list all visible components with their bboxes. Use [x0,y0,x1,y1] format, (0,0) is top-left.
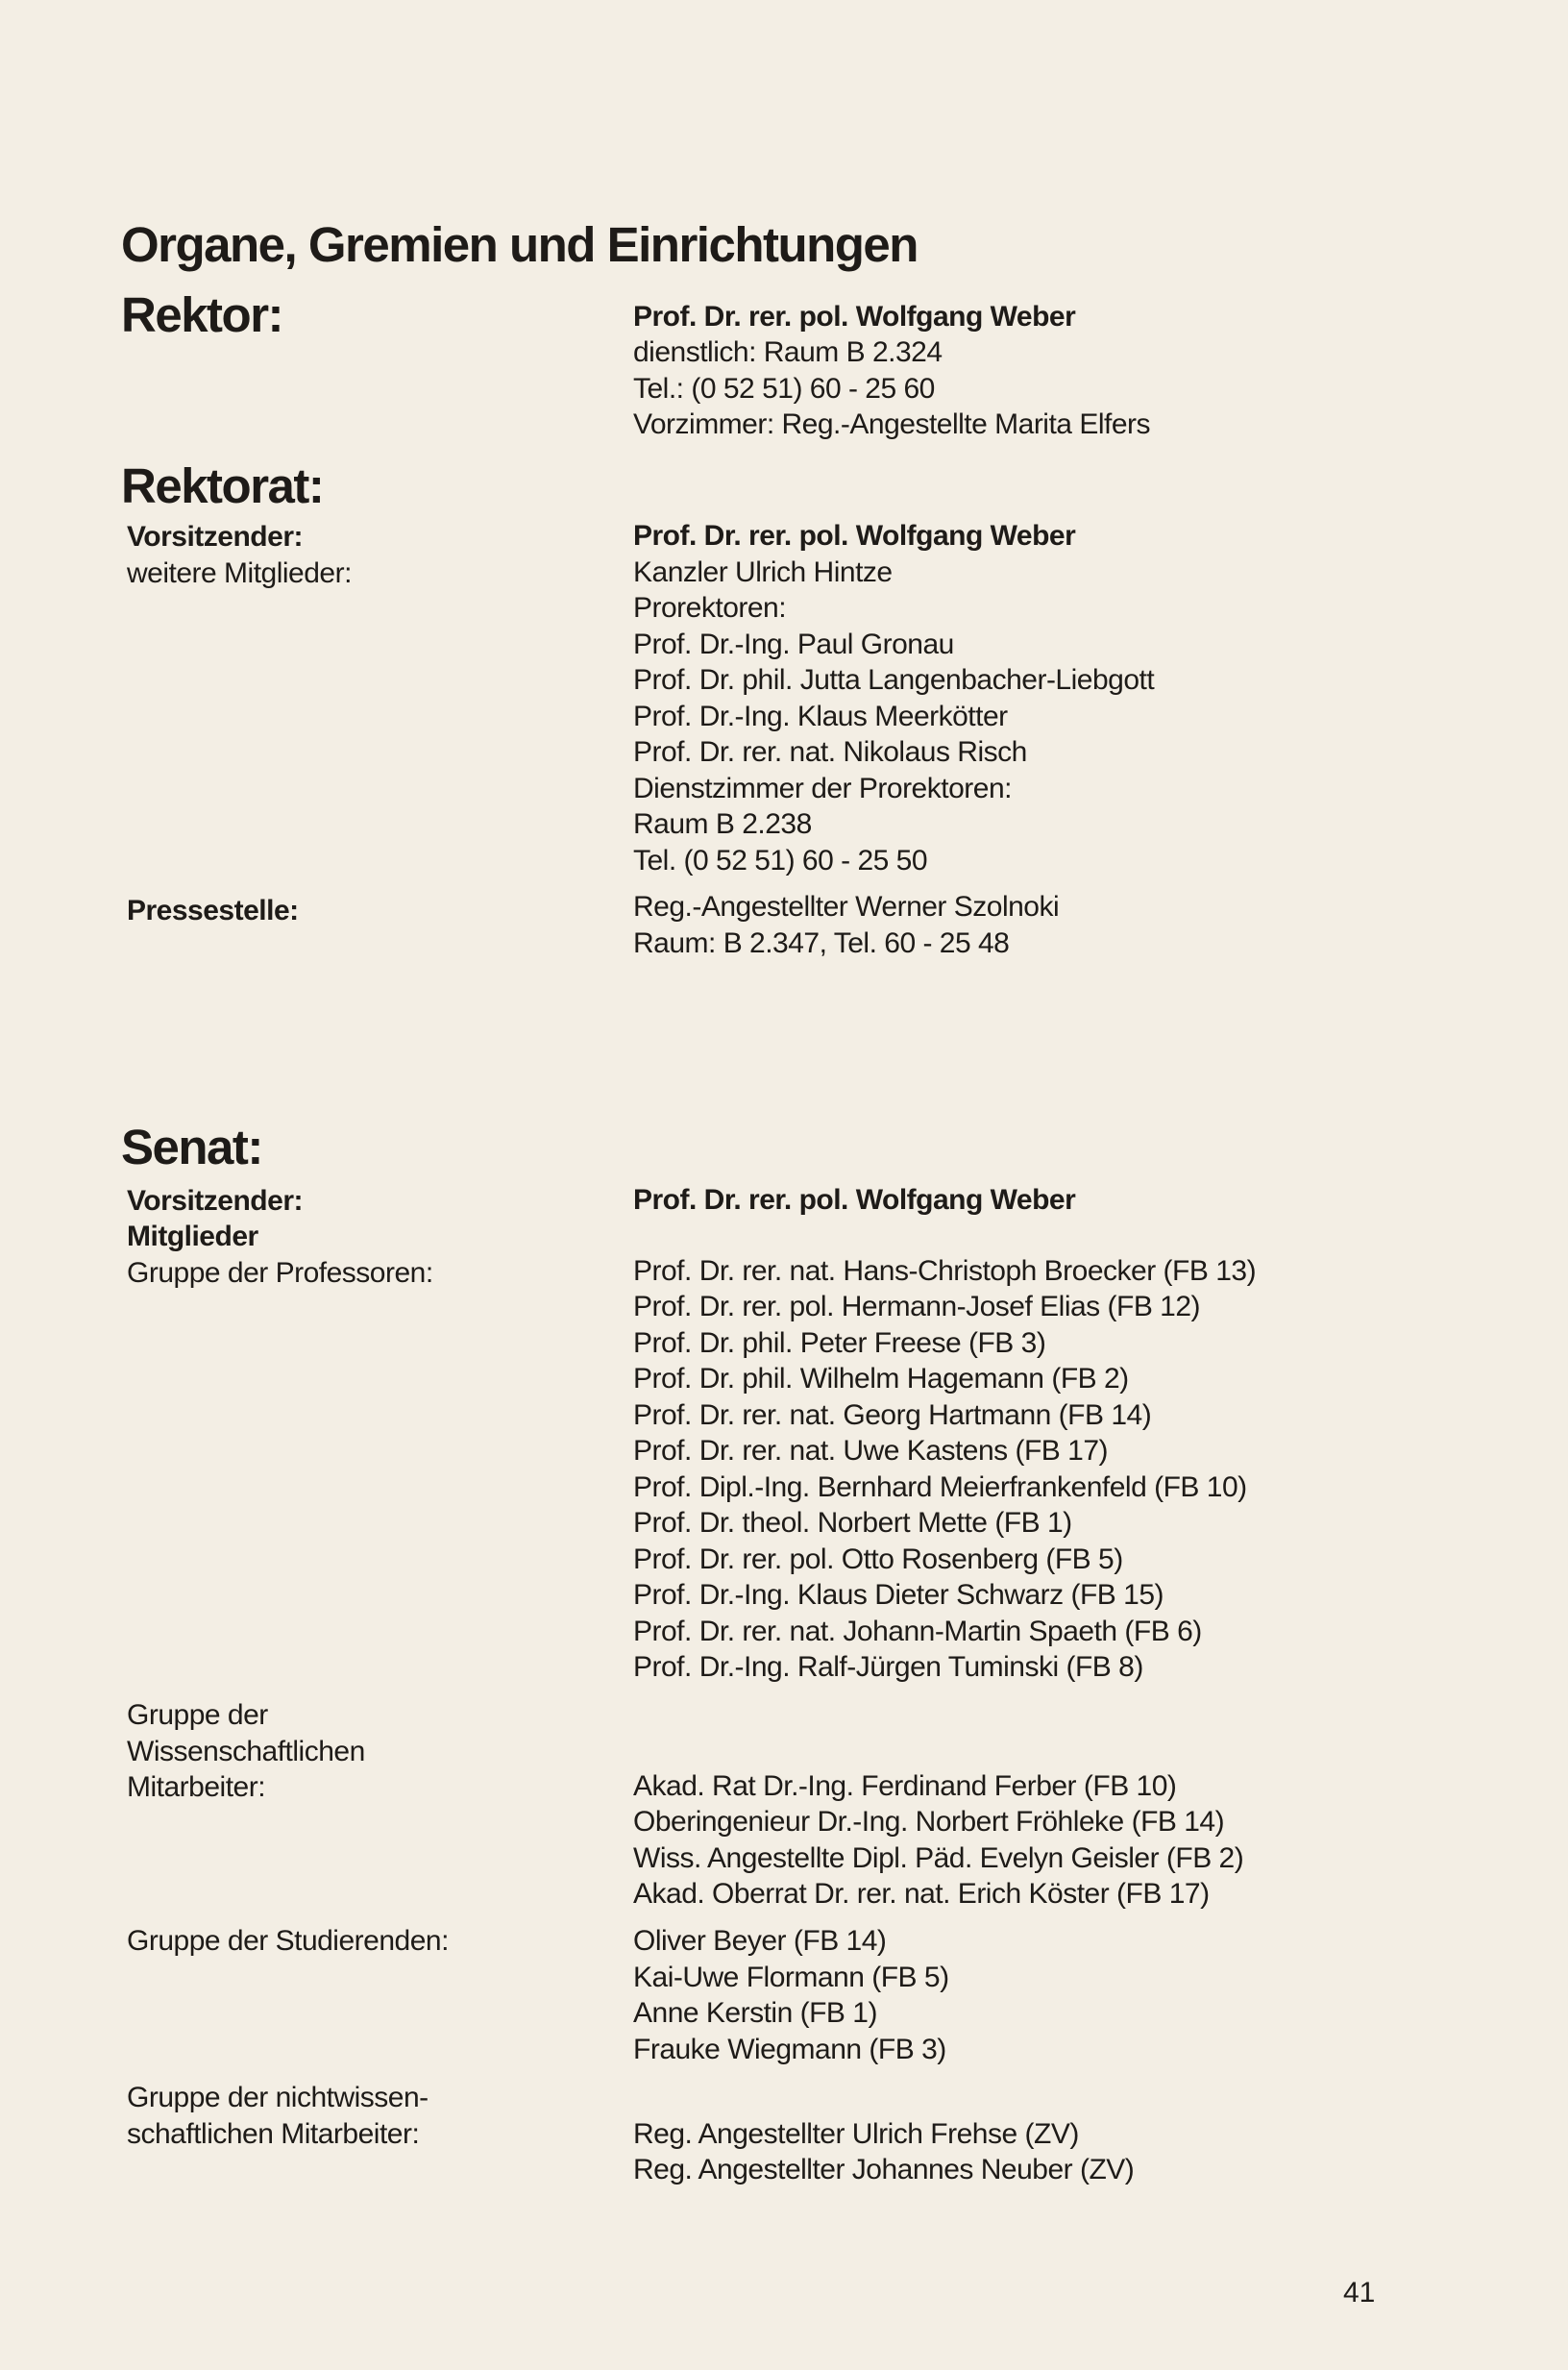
professor-item: Prof. Dr.-Ing. Ralf-Jürgen Tuminski (FB 8) [633,1651,1143,1683]
senat-members-label: Mitglieder [127,1221,258,1252]
rektorat-member: Prof. Dr. rer. nat. Nikolaus Risch [633,736,1027,768]
student-item: Oliver Beyer (FB 14) [633,1925,887,1957]
student-item: Anne Kerstin (FB 1) [633,1997,877,2029]
professor-item: Prof. Dipl.-Ing. Bernhard Meierfrankenfeld (FB 10) [633,1471,1247,1503]
professor-item: Prof. Dr. phil. Peter Freese (FB 3) [633,1327,1046,1359]
rektorat-member: Dienstzimmer der Prorektoren: [633,773,1012,804]
page-number: 41 [1343,2277,1376,2308]
professor-item: Prof. Dr. rer. nat. Georg Hartmann (FB 14) [633,1399,1152,1431]
rektor-phone: Tel.: (0 52 51) 60 - 25 60 [633,373,935,405]
senat-heading: Senat: [121,1120,262,1174]
rektorat-chair: Prof. Dr. rer. pol. Wolfgang Weber [633,520,1076,552]
nonscientific-label: schaftlichen Mitarbeiter: [127,2118,420,2150]
scientific-label: Wissenschaftlichen [127,1736,365,1767]
senat-chair-label: Vorsitzender: [127,1185,303,1217]
scientific-item: Oberingenieur Dr.-Ing. Norbert Fröhleke (FB 14) [633,1806,1225,1838]
professor-item: Prof. Dr. theol. Norbert Mette (FB 1) [633,1507,1072,1539]
rektorat-heading: Rektorat: [121,458,324,513]
rektorat-member: Raum B 2.238 [633,808,812,840]
nonscientific-label: Gruppe der nichtwissen- [127,2082,429,2113]
professor-item: Prof. Dr. rer. nat. Hans-Christoph Broecker (FB 13) [633,1255,1257,1287]
rektor-name: Prof. Dr. rer. pol. Wolfgang Weber [633,301,1076,333]
scientific-item: Wiss. Angestellte Dipl. Päd. Evelyn Geisler (FB 2) [633,1842,1244,1874]
page-title: Organe, Gremien und Einrichtungen [121,217,918,272]
student-item: Kai-Uwe Flormann (FB 5) [633,1962,949,1993]
rektorat-member: Prof. Dr.-Ing. Klaus Meerkötter [633,701,1008,732]
nonscientific-item: Reg. Angestellter Ulrich Frehse (ZV) [633,2118,1079,2150]
professor-item: Prof. Dr. rer. pol. Otto Rosenberg (FB 5) [633,1543,1123,1575]
scientific-label: Gruppe der [127,1699,268,1731]
rektorat-chair-label: Vorsitzender: [127,521,303,553]
scientific-item: Akad. Rat Dr.-Ing. Ferdinand Ferber (FB 10) [633,1770,1177,1802]
professor-item: Prof. Dr. phil. Wilhelm Hagemann (FB 2) [633,1363,1129,1395]
press-contact: Raum: B 2.347, Tel. 60 - 25 48 [633,927,1010,959]
rektorat-members-label: weitere Mitglieder: [127,557,352,589]
rektorat-member: Tel. (0 52 51) 60 - 25 50 [633,845,928,876]
rektorat-member: Prof. Dr.-Ing. Paul Gronau [633,629,954,660]
rektorat-member: Prorektoren: [633,592,787,624]
senat-chair: Prof. Dr. rer. pol. Wolfgang Weber [633,1184,1076,1216]
professor-item: Prof. Dr.-Ing. Klaus Dieter Schwarz (FB 15) [633,1579,1164,1611]
students-label: Gruppe der Studierenden: [127,1925,449,1957]
rektorat-member: Prof. Dr. phil. Jutta Langenbacher-Liebgott [633,664,1155,696]
professor-item: Prof. Dr. rer. nat. Uwe Kastens (FB 17) [633,1435,1109,1467]
rektor-heading: Rektor: [121,287,283,342]
rektorat-member: Kanzler Ulrich Hintze [633,556,893,588]
professor-item: Prof. Dr. rer. pol. Hermann-Josef Elias (FB 12) [633,1291,1201,1322]
professors-label: Gruppe der Professoren: [127,1257,433,1289]
scientific-item: Akad. Oberrat Dr. rer. nat. Erich Köster (FB 17) [633,1878,1210,1910]
student-item: Frauke Wiegmann (FB 3) [633,2034,946,2065]
scientific-label: Mitarbeiter: [127,1771,266,1803]
press-label: Pressestelle: [127,895,299,926]
rektor-room: dienstlich: Raum B 2.324 [633,336,943,368]
nonscientific-item: Reg. Angestellter Johannes Neuber (ZV) [633,2154,1135,2185]
rektor-office: Vorzimmer: Reg.-Angestellte Marita Elfers [633,408,1151,440]
professor-item: Prof. Dr. rer. nat. Johann-Martin Spaeth (FB 6) [633,1616,1202,1647]
press-contact: Reg.-Angestellter Werner Szolnoki [633,891,1060,923]
